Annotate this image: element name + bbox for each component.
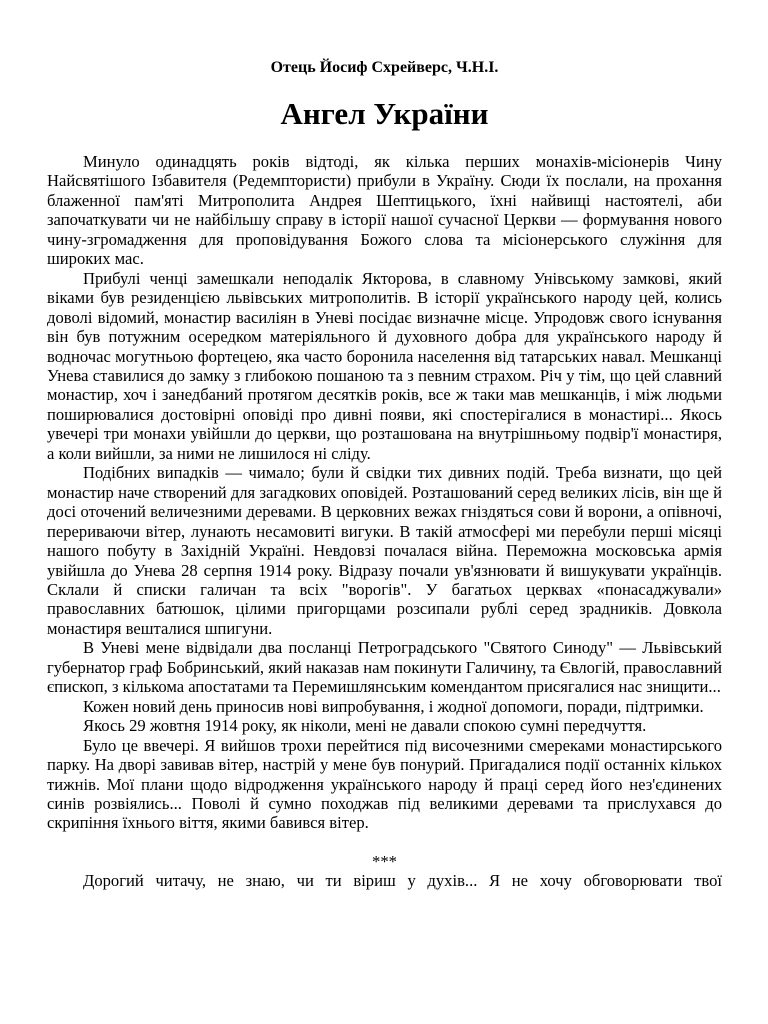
paragraph: Було це ввечері. Я вийшов трохи перейтися під височезними смереками монастирського парку. На дворі завивав вітер, настрій у мене був понурий. Пригадалися події останніх кількох тижнів. Мої плани щодо відродження українського народу й праці серед його нез'єдинених синів розвіялись... Поволі й сумно походжав під великими деревами та прислухався до скрипіння їхнього віття, якими бавився вітер. (47, 735, 722, 833)
paragraph: Якось 29 жовтня 1914 року, як ніколи, мені не давали спокою сумні передчуття. (83, 716, 647, 736)
final-paragraph-start: Дорогий читачу, не знаю, чи ти віриш у духів... Я не хочу обговорювати твої (83, 871, 722, 891)
paragraph: Подібних випадків — чимало; були й свідки тих дивних подій. Треба визнати, що цей монастир наче створений для загадкових оповідей. Розташований серед великих лісів, він ще й досі оточений величезними деревами. В церковних вежах гніздяться сови й ворони, а опівночі, перериваючи вітер, лунають несамовиті вигуки. В такій атмосфері ми перебули перші місяці нашого побуту в Західній Україні. Невдовзі почалася війна. Переможна московська армія увійшла до Унева 28 серпня 1914 року. Відразу почали ув'язнювати й вишукувати українців. Склали й списки галичан та всіх "ворогів". У багатьох церквах «понасаджували» православних батюшок, цілими пригорщами розсипали рублі серед зрадників. Довкола монастиря вешталися шпигуни. (47, 463, 722, 638)
paragraph: Прибулі ченці замешкали неподалік Якторова, в славному Унівському замкові, який віками був резиденцією львівських митрополитів. В історії українського народу цей, колись доволі відомий, монастир василіян в Уневі посідає визначне місце. Упродовж свого існування він був потужним осередком матеріяльного й духовного добра для українського народу й водночас могутньою фортецею, яка часто боронила населення від татарських навал. Мешканці Унева ставилися до замку з глибокою пошаною та з певним страхом. Річ у тім, що цей славний монастир, хоч і занедбаний протягом десятків років, все ж таки мав мешканців, і між людьми поширювалися достовірні оповіді про дивні появи, які спостерігалися в монастирі... Якось увечері три монахи увійшли до церкви, що розташована на внутрішньому подвір'ї монастиря, а коли вийшли, за ними не лишилося ні сліду. (47, 268, 722, 463)
page-title: Ангел України (280, 96, 489, 131)
paragraph: Кожен новий день приносив нові випробування, і жодної допомоги, поради, підтримки. (83, 696, 704, 716)
author-line: Отець Йосиф Схрейверс, Ч.Н.І. (270, 59, 499, 76)
section-separator: *** (372, 851, 397, 871)
body-text (47, 152, 722, 891)
paragraph: В Уневі мене відвідали два посланці Петроградського "Святого Синоду" — Львівський губернатор граф Бобринський, який наказав нам покинути Галичину, та Євлогій, православний єпископ, з кількома апостатами та Перемишлянським комендантом присягалися нас знищити... (47, 638, 722, 697)
paragraph: Минуло одинадцять років відтоді, як кілька перших монахів-місіонерів Чину Найсвятішого Ізбавителя (Редемптористи) прибули в Україну. Сюди їх послали, на прохання блаженної пам'яті Митрополита Андрея Шептицького, їхні найвищі настоятелі, аби започаткувати чи не найбільшу справу в історії нашої сучасної Церкви — формування нового чину-згромадження для проповідування Божого слова та місіонерського служіння для широких мас. (47, 152, 722, 269)
